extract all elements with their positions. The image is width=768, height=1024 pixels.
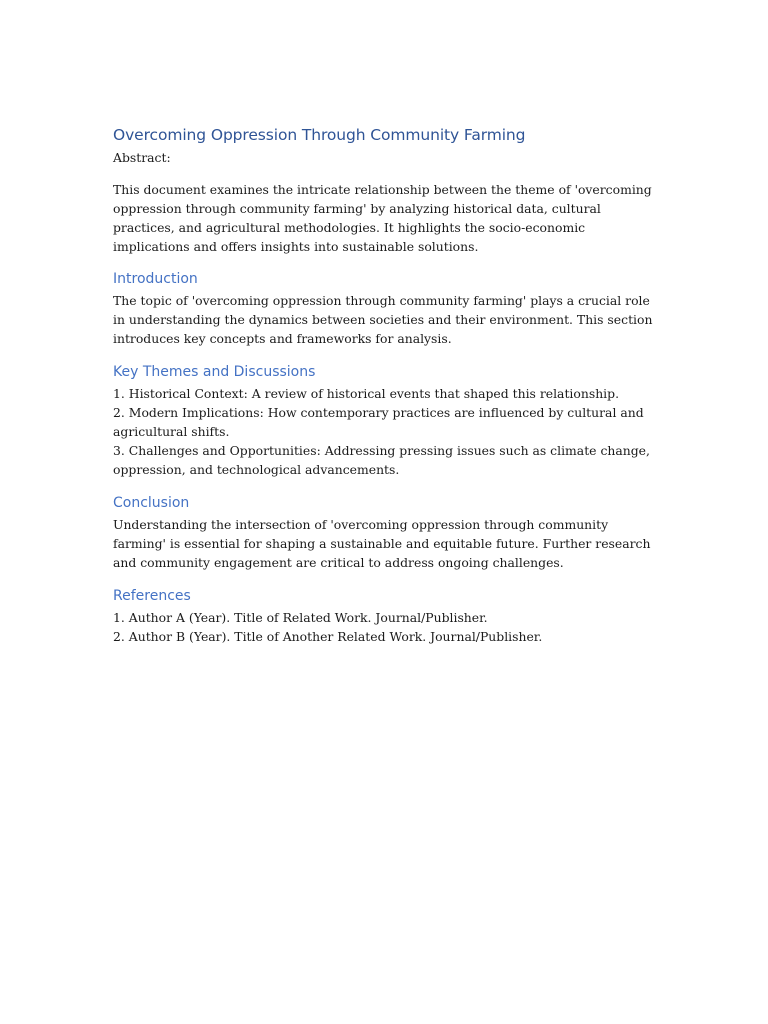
references-list xyxy=(113,608,658,646)
abstract-text: This document examines the intricate relationship between the theme of 'overcoming oppression through community farming' by analyzing historical data, cultural practices, and agricultural methodologies. It highlights the socio-economic implications and offers insights into sustainable solutions. xyxy=(113,182,652,254)
list-item: 1. Historical Context: A review of historical events that shaped this relationship. xyxy=(113,386,620,401)
reference-item: 2. Author B (Year). Title of Another Related Work. Journal/Publisher. xyxy=(113,629,543,644)
key-themes-heading: Key Themes and Discussions xyxy=(113,364,316,380)
reference-item: 1. Author A (Year). Title of Related Work. Journal/Publisher. xyxy=(113,610,488,625)
list-item: 3. Challenges and Opportunities: Addressing pressing issues such as climate change, oppression, and technological advancements. xyxy=(113,443,650,477)
introduction-text: The topic of 'overcoming oppression through community farming' plays a crucial role in understanding the dynamics between societies and their environment. This section introduces key concepts and frameworks for analysis. xyxy=(113,293,653,346)
conclusion-heading: Conclusion xyxy=(113,495,190,511)
document-page xyxy=(113,124,658,646)
references-heading: References xyxy=(113,588,191,604)
abstract-label: Abstract: xyxy=(113,150,171,165)
introduction-heading: Introduction xyxy=(113,271,198,287)
conclusion-text: Understanding the intersection of 'overcoming oppression through community farming' is essential for shaping a sustainable and equitable future. Further research and community engagement are critical to address ongoing challenges. xyxy=(113,517,651,570)
document-title: Overcoming Oppression Through Community Farming xyxy=(113,126,526,144)
list-item: 2. Modern Implications: How contemporary practices are influenced by cultural and agricultural shifts. xyxy=(113,405,644,439)
key-themes-list xyxy=(113,384,658,479)
